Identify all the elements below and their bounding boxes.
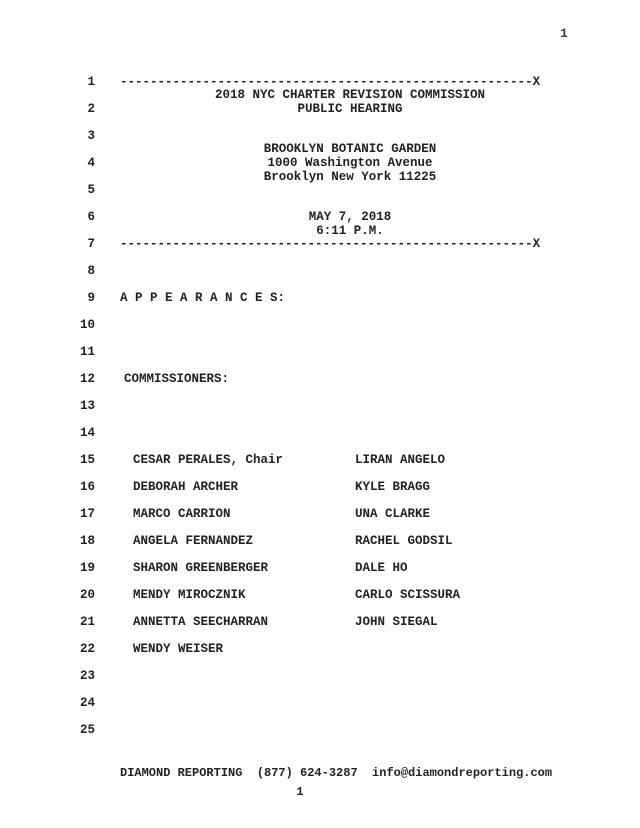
venue-name: BROOKLYN BOTANIC GARDEN — [263, 142, 437, 156]
appearances-heading: A P P E A R A N C E S: — [120, 291, 286, 305]
line-number: 2 — [87, 102, 95, 116]
line-number: 19 — [79, 561, 95, 575]
venue-city: Brooklyn New York 11225 — [263, 170, 437, 184]
commissioner-name: ANGELA FERNANDEZ — [133, 534, 254, 548]
commissioner-name: KYLE BRAGG — [355, 480, 431, 494]
hearing-subtitle: PUBLIC HEARING — [297, 102, 403, 116]
line-number: 20 — [79, 588, 95, 602]
line-number: 15 — [79, 453, 95, 467]
line-number: 8 — [87, 264, 95, 278]
line-number: 16 — [79, 480, 95, 494]
line-number: 17 — [79, 507, 95, 521]
line-number: 3 — [87, 129, 95, 143]
commissioner-name: RACHEL GODSIL — [355, 534, 453, 548]
commissioner-name: DALE HO — [355, 561, 408, 575]
ruler-line-bottom: -------------------------------------------------------X — [120, 237, 541, 251]
commissioner-name: CARLO SCISSURA — [355, 588, 461, 602]
line-number: 10 — [79, 318, 95, 332]
hearing-date: MAY 7, 2018 — [308, 210, 392, 224]
commissioners-heading: COMMISSIONERS: — [124, 372, 230, 386]
line-number: 13 — [79, 399, 95, 413]
line-number: 23 — [79, 669, 95, 683]
commissioner-name: SHARON GREENBERGER — [133, 561, 269, 575]
commissioner-name: UNA CLARKE — [355, 507, 431, 521]
line-number: 24 — [79, 696, 95, 710]
venue-street: 1000 Washington Avenue — [267, 156, 433, 170]
commissioner-name: LIRAN ANGELO — [355, 453, 446, 467]
hearing-title: 2018 NYC CHARTER REVISION COMMISSION — [214, 88, 486, 102]
line-number: 5 — [87, 183, 95, 197]
commissioner-name: MARCO CARRION — [133, 507, 231, 521]
line-number: 25 — [79, 723, 95, 737]
hearing-time: 6:11 P.M. — [316, 224, 384, 238]
commissioner-name: WENDY WEISER — [133, 642, 224, 656]
commissioner-name: ANNETTA SEECHARRAN — [133, 615, 269, 629]
line-number: 7 — [87, 237, 95, 251]
page-number-top: 1 — [560, 27, 568, 41]
line-number: 21 — [79, 615, 95, 629]
line-number: 22 — [79, 642, 95, 656]
line-number: 14 — [79, 426, 95, 440]
commissioner-name: CESAR PERALES, Chair — [133, 453, 284, 467]
line-number: 12 — [79, 372, 95, 386]
line-number: 11 — [79, 345, 95, 359]
ruler-line-top: -------------------------------------------------------X — [120, 75, 541, 89]
line-number: 4 — [87, 156, 95, 170]
commissioner-name: JOHN SIEGAL — [355, 615, 438, 629]
commissioner-name: MENDY MIROCZNIK — [133, 588, 246, 602]
line-number: 9 — [87, 291, 95, 305]
page-number-bottom: 1 — [296, 785, 304, 799]
commissioner-name: DEBORAH ARCHER — [133, 480, 239, 494]
line-number: 18 — [79, 534, 95, 548]
line-number: 6 — [87, 210, 95, 224]
line-number: 1 — [87, 75, 95, 89]
reporter-footer: DIAMOND REPORTING (877) 624-3287 info@diamondreporting.com — [120, 766, 553, 780]
